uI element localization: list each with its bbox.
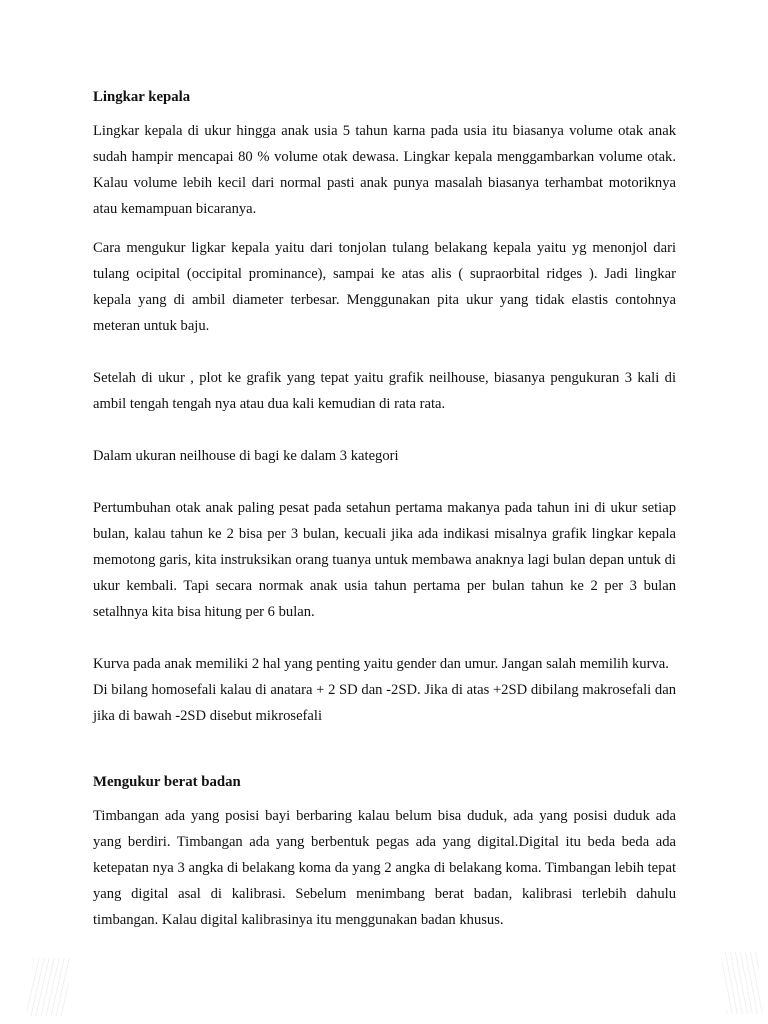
paragraph: Dalam ukuran neilhouse di bagi ke dalam 3 kategori xyxy=(93,448,399,464)
document-content xyxy=(93,84,676,946)
paragraph: Lingkar kepala di ukur hingga anak usia 5 tahun karna pada usia itu biasanya volume otak anak sudah hampir mencapai 80 % volume otak dewasa. Lingkar kepala menggambarkan volume otak. Kalau volume lebih kecil dari normal pasti anak punya masalah biasanya terhambat motoriknya atau kemampuan bicaranya. xyxy=(93,123,676,217)
paragraph: Timbangan ada yang posisi bayi berbaring kalau belum bisa duduk, ada yang posisi duduk ada yang berdiri. Timbangan ada yang berbentuk pegas ada yang digital.Digital itu beda beda ada ketepatan nya 3 angka di belakang koma da yang 2 angka di belakang koma. Timbangan lebih tepat yang digital asal di kalibrasi. Sebelum menimbang berat badan, kalibrasi terlebih dahulu timbangan. Kalau digital kalibrasinya itu menggunakan badan khusus. xyxy=(93,808,676,928)
paragraph: Kurva pada anak memiliki 2 hal yang penting yaitu gender dan umur. Jangan salah memilih kurva. xyxy=(93,656,669,672)
scan-artifact-right xyxy=(721,952,762,1014)
section-heading-lingkar-kepala: Lingkar kepala xyxy=(93,89,191,105)
paragraph: Cara mengukur ligkar kepala yaitu dari tonjolan tulang belakang kepala yaitu yg menonjol dari tulang ocipital (occipital prominance), sampai ke atas alis ( supraorbital ridges ). Jadi lingkar kepala yang di ambil diameter terbesar. Menggunakan pita ukur yang tidak elastis contohnya meteran untuk baju. xyxy=(93,240,676,334)
section-heading-mengukur-berat-badan: Mengukur berat badan xyxy=(93,774,241,790)
scan-artifact-left xyxy=(26,958,71,1016)
paragraph: Setelah di ukur , plot ke grafik yang tepat yaitu grafik neilhouse, biasanya pengukuran 3 kali di ambil tengah tengah nya atau dua kali kemudian di rata rata. xyxy=(93,370,676,412)
paragraph: Pertumbuhan otak anak paling pesat pada setahun pertama makanya pada tahun ini di ukur setiap bulan, kalau tahun ke 2 bisa per 3 bulan, kecuali jika ada indikasi misalnya grafik lingkar kepala memotong garis, kita instruksikan orang tuanya untuk membawa anaknya lagi bulan depan untuk di ukur kembali. Tapi secara normak anak usia tahun pertama per bulan tahun ke 2 per 3 bulan setalhnya kita bisa hitung per 6 bulan. xyxy=(93,500,676,620)
paragraph: Di bilang homosefali kalau di anatara + 2 SD dan -2SD. Jika di atas +2SD dibilang makrosefali dan jika di bawah -2SD disebut mikrosefali xyxy=(93,682,676,724)
